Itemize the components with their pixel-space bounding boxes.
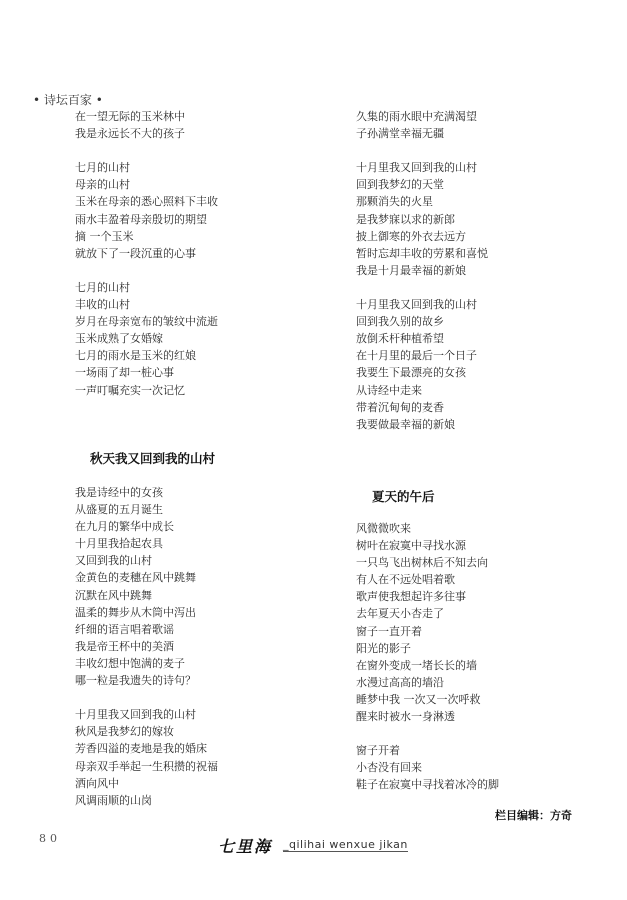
poem-line: 水漫过高高的墙沿 — [356, 675, 444, 689]
magazine-pinyin-name: _qilihai wenxue jikan — [283, 838, 408, 851]
poem-line: 就放下了一段沉重的心事 — [75, 246, 196, 260]
poem-line: 沉默在风中跳舞 — [75, 588, 152, 602]
poem-line: 丰收的山村 — [75, 298, 130, 312]
poem-line: 歌声使我想起许多往事 — [356, 590, 466, 604]
poem-line: 一场雨了却一桩心事 — [75, 366, 174, 380]
poem-line: 又回到我的山村 — [75, 554, 152, 568]
poem-line: 玉米成熟了女婚嫁 — [75, 332, 163, 346]
poem-line: 在九月的繁华中成长 — [75, 520, 174, 534]
poem-line: 一声叮嘱充实一次记忆 — [75, 383, 185, 397]
magazine-logo: 七里海 — [218, 837, 273, 856]
poem2-body — [75, 484, 305, 809]
poem-line: 从诗经中走来 — [356, 383, 422, 397]
poem-line: 久集的雨水眼中充满渴望 — [356, 110, 477, 123]
poem-line: 披上御寒的外衣去远方 — [356, 229, 466, 243]
poem-line: 十月里我又回到我的山村 — [75, 708, 196, 722]
poem-line: 去年夏天小杏走了 — [356, 607, 444, 621]
stanza-break — [75, 142, 305, 159]
poem-line: 雨水丰盈着母亲殷切的期望 — [75, 212, 207, 226]
poem-line: 十月里我拾起农具 — [75, 537, 163, 551]
poem-line: 十月里我又回到我的山村 — [356, 298, 477, 312]
stanza-break — [356, 279, 606, 296]
poem-line: 睡梦中我 一次又一次呼救 — [356, 692, 481, 706]
poem-line: 风调雨顺的山岗 — [75, 793, 152, 807]
poem2-title: 秋天我又回到我的山村 — [90, 451, 216, 466]
stanza-break — [75, 689, 305, 706]
poem-line: 十月里我又回到我的山村 — [356, 161, 477, 175]
poem1-continuation-column — [75, 108, 305, 399]
poem-line: 七月的山村 — [75, 280, 130, 294]
poem-line: 芳香四溢的麦地是我的婚床 — [75, 742, 207, 756]
poem-line: 带着沉甸甸的麦香 — [356, 400, 444, 414]
poem-line: 七月的山村 — [75, 161, 130, 175]
poem-line: 岁月在母亲宽布的皱纹中流逝 — [75, 315, 218, 329]
poem-line: 从盛夏的五月诞生 — [75, 503, 163, 517]
poem-line: 那颗消失的火星 — [356, 195, 433, 209]
poem-line: 暂时忘却丰收的劳累和喜悦 — [356, 246, 488, 260]
poem-line: 醒来时被水一身淋透 — [356, 710, 455, 724]
poem-line: 丰收幻想中饱满的麦子 — [75, 656, 185, 670]
poem-line: 我是帝王杯中的美酒 — [75, 639, 174, 653]
poem-line: 回到我久别的故乡 — [356, 315, 444, 329]
poem-line: 树叶在寂寞中寻找水源 — [356, 539, 466, 553]
poem-line: 秋风是我梦幻的嫁妆 — [75, 725, 174, 739]
poem-line: 阳光的影子 — [356, 641, 411, 655]
stanza-break — [356, 725, 606, 742]
poem-line: 小杏没有回来 — [356, 761, 422, 775]
page-number: 80 — [39, 832, 61, 845]
poem-line: 纤细的语言唱着歌谣 — [75, 622, 174, 636]
poem1-right-column — [356, 108, 606, 433]
section-tag: • 诗坛百家 • — [33, 93, 103, 107]
poem-line: 一只鸟飞出树林后不知去向 — [356, 556, 488, 570]
poem-line: 哪一粒是我遗失的诗句？ — [75, 674, 196, 688]
poem-line: 我要生下最漂亮的女孩 — [356, 366, 466, 380]
poem-line: 七月的雨水是玉米的红娘 — [75, 349, 196, 363]
poem3-body — [356, 520, 606, 794]
poem-line: 鞋子在寂寞中寻找着冰冷的脚 — [356, 778, 499, 792]
poem-line: 子孙满堂幸福无疆 — [356, 127, 444, 141]
poem-line: 摘 一个玉米 — [75, 229, 134, 243]
poem-line: 是我梦寐以求的新郎 — [356, 212, 455, 226]
poem-line: 有人在不远处唱着歌 — [356, 573, 455, 587]
poem-line: 我要做最幸福的新娘 — [356, 417, 455, 431]
poem-line: 窗子开着 — [356, 744, 400, 758]
poem-line: 温柔的舞步从木筒中泻出 — [75, 605, 196, 619]
poem3-title: 夏天的午后 — [372, 489, 435, 504]
poem-line: 在窗外变成一堵长长的墙 — [356, 658, 477, 672]
poem-line: 风微微吹来 — [356, 522, 411, 535]
poem-line: 我是诗经中的女孩 — [75, 486, 163, 499]
poem-line: 我是永远长不大的孩子 — [75, 127, 185, 141]
poem-line: 母亲双手举起一生积攒的祝福 — [75, 759, 218, 773]
poem-line: 在十月里的最后一个日子 — [356, 349, 477, 363]
poem-line: 回到我梦幻的天堂 — [356, 178, 444, 192]
poem-line: 母亲的山村 — [75, 178, 130, 192]
poem-line: 金黄色的麦穗在风中跳舞 — [75, 571, 196, 585]
poem-line: 在一望无际的玉米林中 — [75, 110, 185, 123]
poem-line: 洒向风中 — [75, 776, 119, 790]
stanza-break — [356, 142, 606, 159]
column-editor-credit: 栏目编辑：方奇 — [495, 809, 572, 822]
poem-line: 我是十月最幸福的新娘 — [356, 263, 466, 277]
poem-line: 放倒禾杆种植希望 — [356, 332, 444, 346]
poem-line: 玉米在母亲的悉心照料下丰收 — [75, 195, 218, 209]
poem-line: 窗子一直开着 — [356, 624, 422, 638]
stanza-break — [75, 262, 305, 279]
